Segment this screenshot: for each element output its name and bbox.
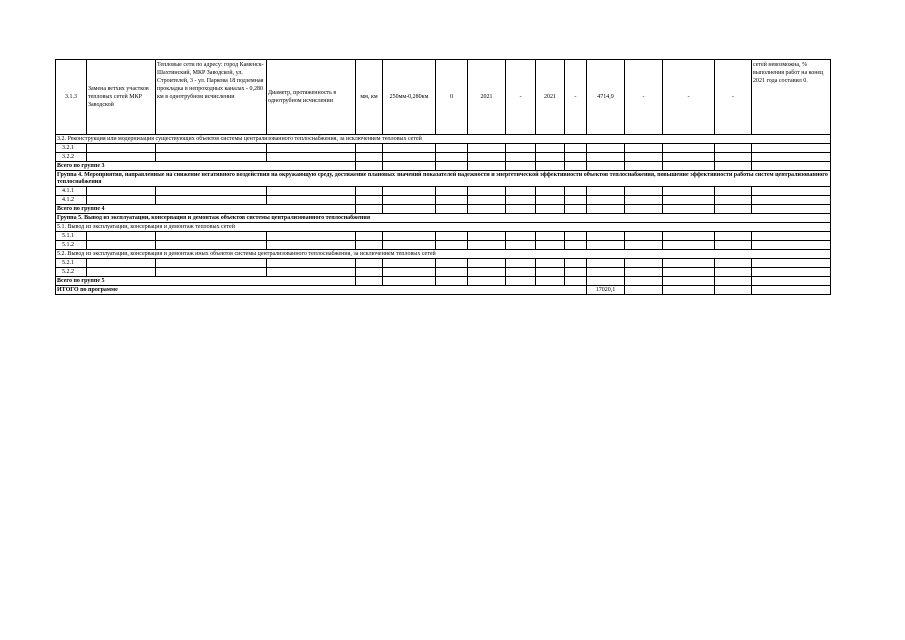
- cell-dash-11: -: [565, 60, 587, 135]
- section-5-1-title: 5.1. Вывод из эксплуатации, консервация и демонтаж тепловых сетей: [56, 223, 831, 232]
- table-row: [56, 268, 831, 277]
- table-row: [56, 153, 831, 162]
- table-row: [56, 187, 831, 196]
- table-row: [56, 241, 831, 250]
- row-id: 5.1.1: [56, 232, 87, 241]
- cell-cost: 4714,9: [587, 60, 625, 135]
- cell-unit: мм, км: [356, 60, 383, 135]
- cell-year-start: 2021: [468, 60, 506, 135]
- group-4-title: Группа 4. Мероприятия, направленные на снижение негативного воздействия на окружающую среду, достижение плановых значений показателей надежности и энергетической эффективности объектов теплоснабжения, повышение эффективности работы систем централизованного теплоснабжения: [56, 171, 831, 187]
- group-row: [56, 171, 831, 187]
- group-total-row: [56, 162, 831, 171]
- cell-code: 3.1.3: [56, 60, 87, 135]
- program-total-row: [56, 286, 831, 295]
- cell-dash-13: -: [625, 60, 663, 135]
- row-id: 3.2.1: [56, 144, 87, 153]
- group-row: [56, 214, 831, 223]
- cell-year-end: 2021: [536, 60, 565, 135]
- total-program-value: 17020,1: [587, 286, 625, 295]
- table-row: [56, 144, 831, 153]
- table-row: [56, 259, 831, 268]
- section-3-2-title: 3.2. Реконструкция или модернизация существующих объектов системы централизованного теплоснабжения, за исключением тепловых сетей: [56, 135, 831, 144]
- row-id: 5.1.2: [56, 241, 87, 250]
- row-id: 4.1.2: [56, 196, 87, 205]
- section-5-2-title: 5.2. Вывод из эксплуатации, консервация и демонтаж иных объектов системы централизованного теплоснабжения, за исключением тепловых сетей: [56, 250, 831, 259]
- section-row: [56, 250, 831, 259]
- cell-dash-9: -: [506, 60, 536, 135]
- cell-note: сетей невозможна, % выполнения работ на конец 2021 года составил 0.: [752, 60, 831, 135]
- total-group-5-label: Всего по группе 5: [56, 277, 356, 286]
- total-group-4-label: Всего по группе 4: [56, 205, 356, 214]
- row-id: 5.2.2: [56, 268, 87, 277]
- table-row: [56, 196, 831, 205]
- cell-dash-15: -: [715, 60, 752, 135]
- cell-name: Замена ветхих участков тепловых сетей МКР Заводской: [87, 60, 156, 135]
- section-row: [56, 223, 831, 232]
- table-row-3-1-3: [56, 60, 831, 135]
- program-table: [55, 59, 831, 295]
- total-group-3-label: Всего по группе 3: [56, 162, 356, 171]
- cell-parameter: Диаметр, протяженность в однотрубном исчислении: [267, 60, 356, 135]
- group-5-title: Группа 5. Вывод из эксплуатации, консервация и демонтаж объектов системы централизованного теплоснабжения: [56, 214, 831, 223]
- row-id: 5.2.1: [56, 259, 87, 268]
- group-total-row: [56, 205, 831, 214]
- cell-value-before: 250мм-0,280км: [383, 60, 436, 135]
- cell-location: Тепловые сети по адресу: город Каменск-Шахтинский, МКР Заводской, ул. Строителей, 3 - ул. Паркова 18 подземная прокладка в непроходных каналах - 0,280 км в однотрубном исчислении: [156, 60, 267, 135]
- cell-value-after: 0: [436, 60, 468, 135]
- total-program-label: ИТОГО по программе: [56, 286, 587, 295]
- row-id: 4.1.1: [56, 187, 87, 196]
- group-total-row: [56, 277, 831, 286]
- section-row: [56, 135, 831, 144]
- cell-dash-14: -: [663, 60, 715, 135]
- row-id: 3.2.2: [56, 153, 87, 162]
- table-row: [56, 232, 831, 241]
